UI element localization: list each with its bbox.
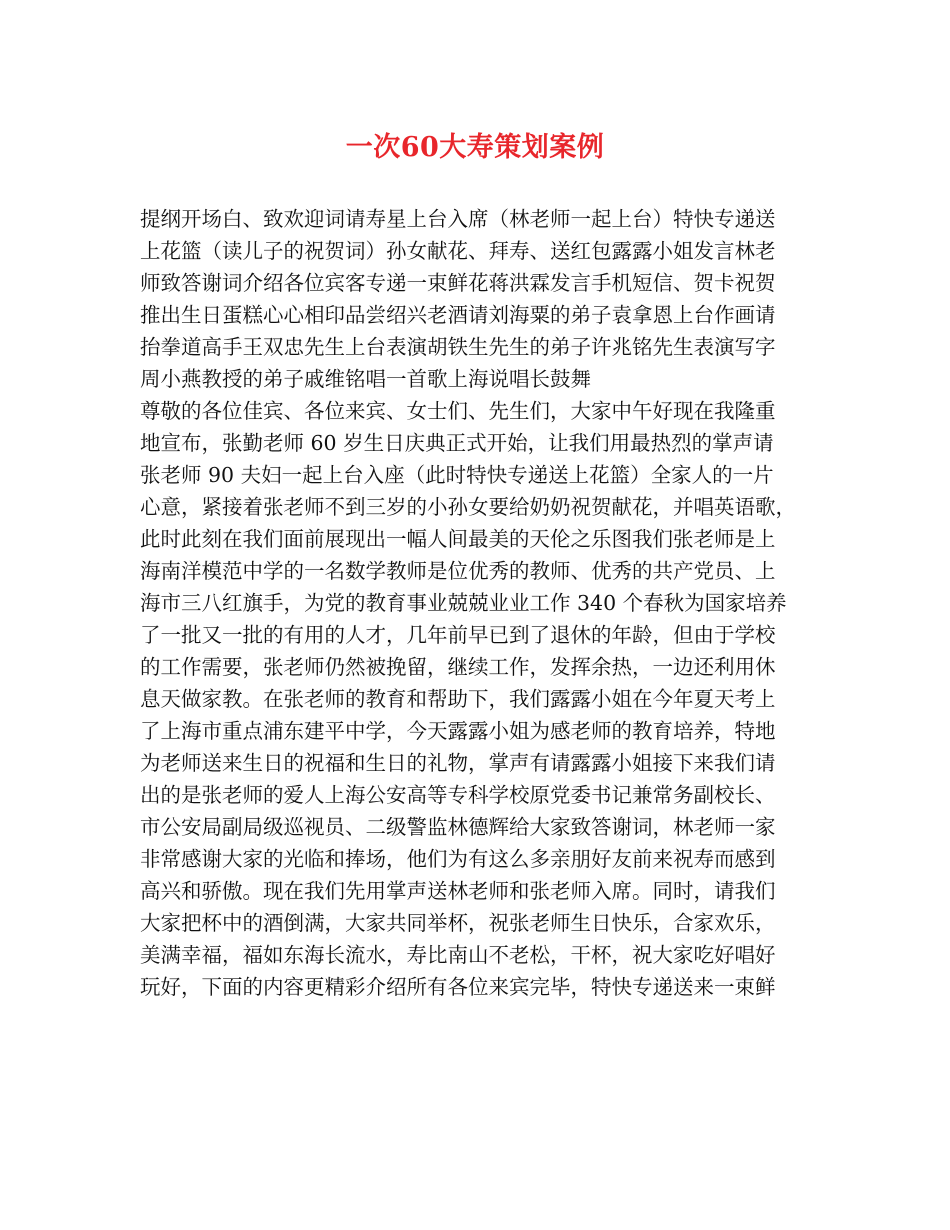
body-line: 了上海市重点浦东建平中学，今天露露小姐为感老师的教育培养，特地 [140, 719, 776, 743]
body-line: 了一批又一批的有用的人才，几年前早已到了退休的年龄，但由于学校 [140, 623, 776, 647]
body-line: 为老师送来生日的祝福和生日的礼物，掌声有请露露小姐接下来我们请 [140, 751, 776, 775]
body-line: 美满幸福，福如东海长流水，寿比南山不老松，干杯，祝大家吃好唱好 [140, 943, 776, 967]
body-line: 提纲开场白、致欢迎词请寿星上台入席（林老师一起上台）特快专递送 [140, 207, 776, 231]
body-line: 的工作需要，张老师仍然被挽留，继续工作，发挥余热，一边还利用休 [140, 655, 776, 679]
document-title: 一次60大寿策划案例 [345, 132, 605, 163]
body-line: 出的是张老师的爱人上海公安高等专科学校原党委书记兼常务副校长、 [140, 783, 776, 807]
body-line: 此时此刻在我们面前展现出一幅人间最美的天伦之乐图我们张老师是上 [140, 527, 776, 551]
body-line: 抬拳道高手王双忠先生上台表演胡铁生先生的弟子许兆铭先生表演写字 [140, 335, 776, 359]
body-line: 高兴和骄傲。现在我们先用掌声送林老师和张老师入席。同时，请我们 [140, 879, 776, 903]
body-line: 地宣布，张勤老师 60 岁生日庆典正式开始，让我们用最热烈的掌声请 [140, 431, 774, 455]
body-line: 玩好，下面的内容更精彩介绍所有各位来宾完毕，特快专递送来一束鲜 [140, 975, 776, 999]
document-body [140, 203, 820, 1003]
body-line: 大家把杯中的酒倒满，大家共同举杯，祝张老师生日快乐，合家欢乐， [140, 911, 776, 935]
body-line: 上花篮（读儿子的祝贺词）孙女献花、拜寿、送红包露露小姐发言林老 [140, 239, 776, 263]
body-line: 市公安局副局级巡视员、二级警监林德辉给大家致答谢词，林老师一家 [140, 815, 776, 839]
body-line: 张老师 90 夫妇一起上台入座（此时特快专递送上花篮）全家人的一片 [140, 463, 774, 487]
body-line: 师致答谢词介绍各位宾客专递一束鲜花蒋洪霖发言手机短信、贺卡祝贺 [140, 271, 776, 295]
body-line: 非常感谢大家的光临和捧场，他们为有这么多亲朋好友前来祝寿而感到 [140, 847, 776, 871]
body-line: 尊敬的各位佳宾、各位来宾、女士们、先生们，大家中午好现在我隆重 [140, 399, 776, 423]
body-line: 海南洋模范中学的一名数学教师是位优秀的教师、优秀的共产党员、上 [140, 559, 776, 583]
body-line: 周小燕教授的弟子戚维铭唱一首歌上海说唱长鼓舞 [140, 367, 591, 391]
body-line: 心意，紧接着张老师不到三岁的小孙女要给奶奶祝贺献花，并唱英语歌， [140, 495, 796, 519]
body-line: 推出生日蛋糕心心相印品尝绍兴老酒请刘海粟的弟子袁拿恩上台作画请 [140, 303, 776, 327]
body-line: 海市三八红旗手，为党的教育事业兢兢业业工作 340 个春秋为国家培养 [140, 591, 787, 615]
body-line: 息天做家教。在张老师的教育和帮助下，我们露露小姐在今年夏天考上 [140, 687, 776, 711]
